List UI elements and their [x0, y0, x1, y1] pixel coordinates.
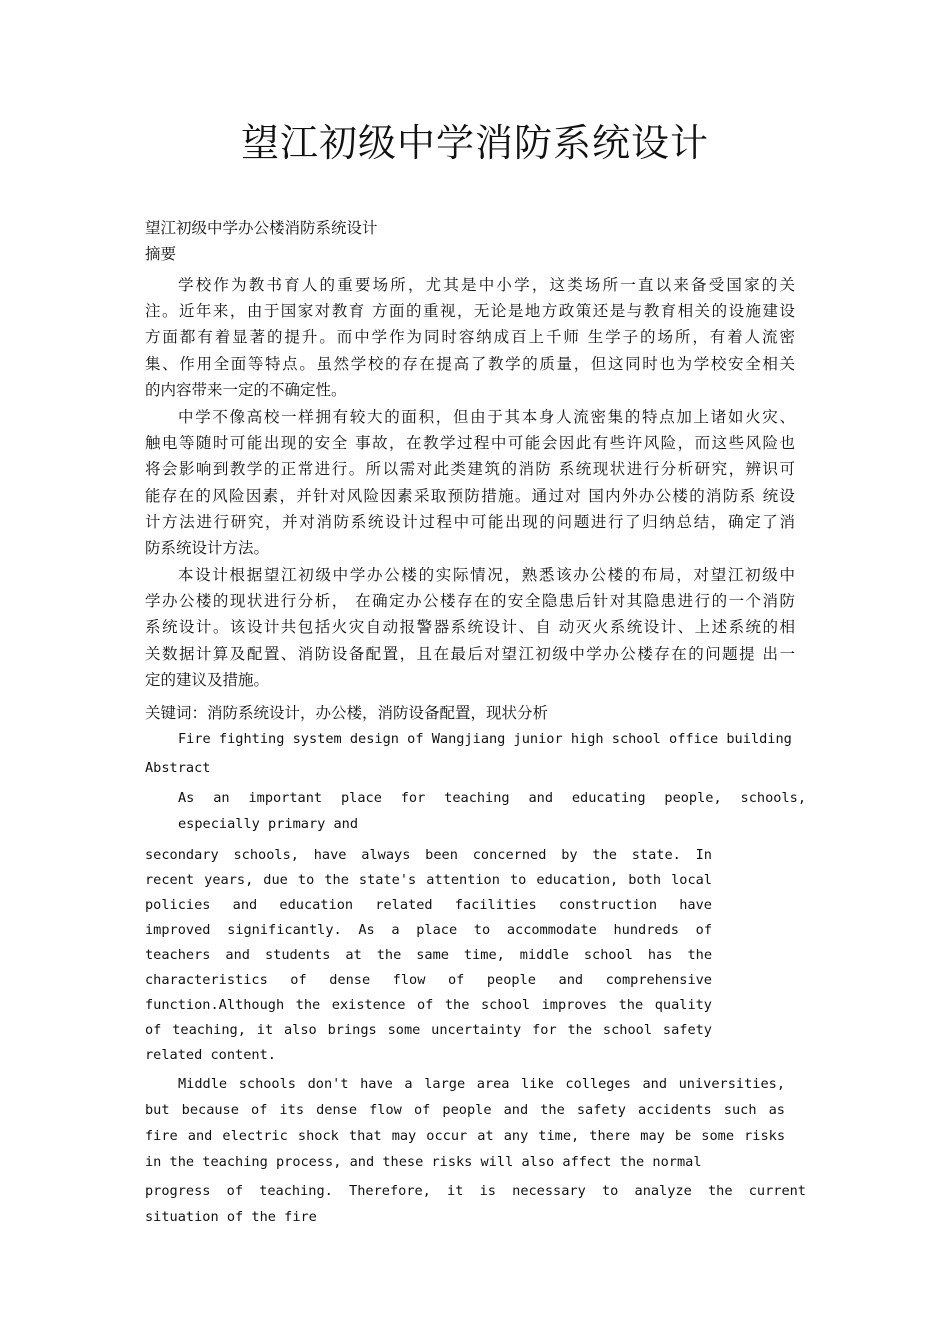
text-line: 中学不像高校一样拥有较大的面积，但由于其本身人流密集的特点加上诸如火灾、 — [178, 407, 795, 426]
text-line: especially primary and — [178, 816, 359, 832]
document-title: 望江初级中学消防系统设计 — [240, 121, 709, 165]
text-line: 能存在的风险因素，并针对风险因素采取预防措施。通过对 国内外办公楼的消防系 统设 — [145, 486, 795, 505]
text-line: 学校作为教书育人的重要场所，尤其是中小学，这类场所一直以来备受国家的关 — [178, 276, 795, 294]
text-line: characteristics of dense flow of people and comprehensive — [145, 972, 712, 988]
en-paragraph-4 — [145, 1178, 806, 1230]
text-line: progress of teaching. Therefore, it is necessary to analyze the current — [145, 1183, 806, 1199]
text-line: recent years, due to the state's attention to education, both local — [145, 872, 712, 888]
text-line: function.Although the existence of the school improves the quality — [145, 997, 712, 1013]
text-line: secondary schools, have always been concerned by the state. In — [145, 847, 712, 863]
text-line: 学办公楼的现状进行分析， 在确定办公楼存在的安全隐患后针对其隐患进行的一个消防 — [145, 592, 795, 611]
zh-paragraph — [145, 562, 795, 693]
text-line: improved significantly. As a place to accommodate hundreds of — [145, 922, 712, 938]
zh-header — [145, 215, 795, 270]
text-line: 关数据计算及配置、消防设备配置，且在最后对望江初级中学办公楼存在的问题提 出一 — [145, 644, 795, 663]
text-line: 的内容带来一定的不确定性。 — [145, 380, 347, 399]
zh-abstract — [145, 272, 795, 694]
zh-paragraph — [145, 272, 795, 403]
zh-paragraph — [145, 404, 795, 561]
text-line: 定的建议及措施。 — [145, 670, 270, 689]
text-line: 本设计根据望江初级中学办公楼的实际情况，熟悉该办公楼的布局，对望江初级中 — [178, 566, 795, 585]
text-line: related content. — [145, 1047, 276, 1063]
keywords: 关键词：消防系统设计，办公楼，消防设备配置，现状分析 — [145, 704, 549, 722]
text-line: 系统设计。该设计共包括火灾自动报警器系统设计、自 动灭火系统设计、上述系统的相 — [145, 618, 795, 637]
abstract-heading: 摘要 — [145, 245, 177, 263]
subtitle: 望江初级中学办公楼消防系统设计 — [145, 219, 378, 237]
en-title: Fire fighting system design of Wangjiang junior high school office building — [178, 731, 792, 747]
text-line: 计方法进行研究，并对消防系统设计过程中可能出现的问题进行了归纳总结，确定了消 — [145, 512, 795, 531]
text-line: 集、作用全面等特点。虽然学校的存在提高了教学的质量，但这同时也为学校安全相关 — [145, 354, 795, 373]
en-paragraph-3 — [145, 1071, 785, 1175]
en-paragraph-1 — [178, 785, 806, 837]
text-line: policies and education related facilities construction have — [145, 897, 712, 913]
text-line: teachers and students at the same time, middle school has the — [145, 947, 712, 963]
text-line: 将会影响到教学的正常进行。所以需对此类建筑的消防 系统现状进行分析研究，辨识可 — [145, 460, 795, 479]
en-paragraph-2 — [145, 843, 712, 1068]
text-line: 注。近年来，由于国家对教育 方面的重视，无论是地方政策还是与教育相关的设施建设 — [145, 302, 795, 321]
text-line: 方面都有着显著的提升。而中学作为同时容纳成百上千师 生学子的场所，有着人流密 — [145, 328, 795, 347]
text-line: of teaching, it also brings some uncertainty for the school safety — [145, 1022, 712, 1038]
text-line: 触电等随时可能出现的安全 事故，在教学过程中可能会因此有些许风险，而这些风险也 — [145, 434, 795, 453]
text-line: situation of the fire — [145, 1209, 317, 1225]
en-abstract-heading: Abstract — [145, 760, 211, 776]
text-line: As an important place for teaching and educating people, schools, — [178, 790, 806, 806]
text-line: 防系统设计方法。 — [145, 538, 270, 557]
text-line: in the teaching process, and these risks will also affect the normal — [145, 1154, 702, 1170]
text-line: fire and electric shock that may occur at any time, there may be some risks — [145, 1128, 785, 1144]
text-line: Middle schools don't have a large area like colleges and universities, — [178, 1076, 785, 1092]
text-line: but because of its dense flow of people and the safety accidents such as — [145, 1102, 785, 1118]
